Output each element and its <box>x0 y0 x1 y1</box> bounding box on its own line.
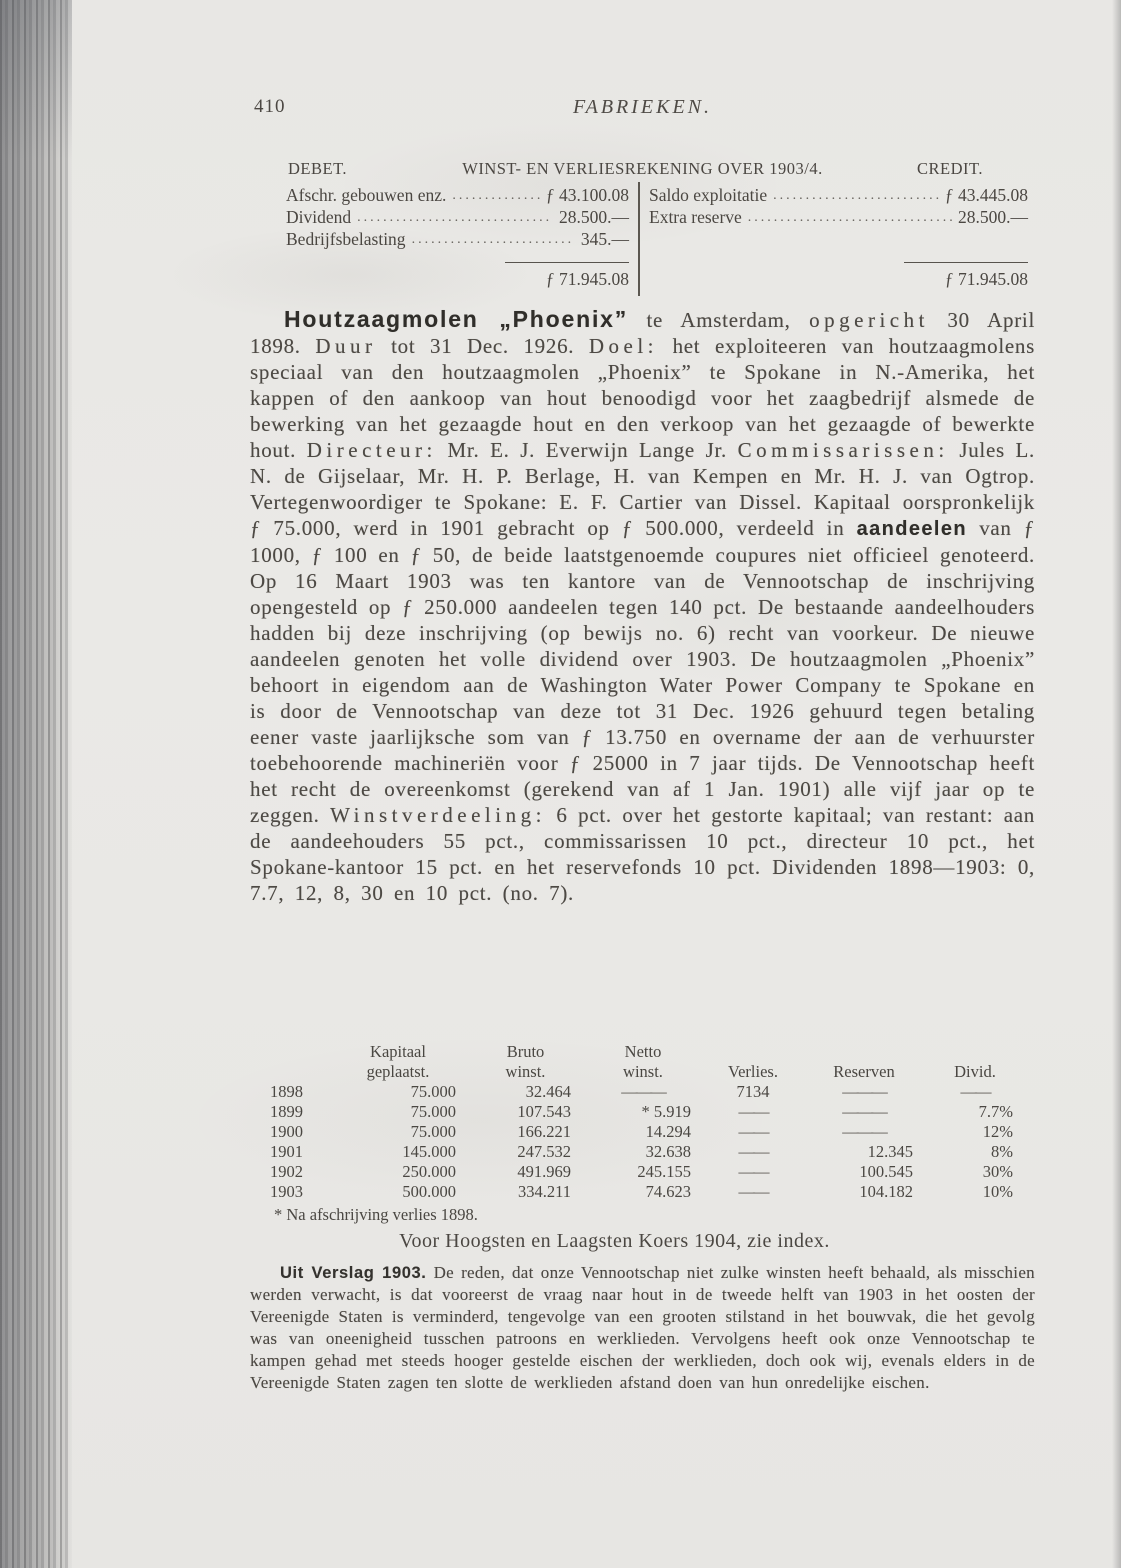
entry-label: Dividend <box>286 207 352 227</box>
header-reserven: Reserven <box>833 1062 895 1081</box>
cell-netto: 14.294 <box>645 1122 691 1141</box>
header-winst: winst. <box>623 1062 663 1081</box>
profile-text: Jules L. N. de Gijselaar, Mr. H. P. Berlage, H. van Kempen en Mr. H. J. van Ogtrop. Vertegenwoordiger te Spokane: E. F. Cartier van Dissel. Kapitaal oorspronkelijk ƒ 75.000, werd in 1901 gebracht op ƒ 500.000, verdeeld in <box>250 438 1035 540</box>
entry-amount: 28.500.— <box>958 207 1028 227</box>
header-bruto: Bruto <box>506 1042 545 1061</box>
cell-divid: —— <box>960 1082 990 1101</box>
header-divid: Divid. <box>954 1062 996 1081</box>
cell-reserven: 12.345 <box>867 1142 913 1161</box>
verslag-lead: Uit Verslag 1903. <box>280 1264 427 1282</box>
dot-leader <box>412 228 575 253</box>
profile-text: het exploiteeren van houtzaagmolens speciaal van den houtzaagmolen „Phoenix” te Spokane in N.-Amerika, het kappen of den aankoop van hout benoodigd voor het zaagbedrijf alsmede de bewerking van het gezaagde hout en den verkoop van het gezaagde of bewerkte hout. <box>250 334 1036 462</box>
cell-netto: 74.623 <box>645 1182 691 1201</box>
account-title: WINST- EN VERLIESREKENING OVER 1903/4. <box>462 159 823 178</box>
cell-kapitaal: 145.000 <box>402 1142 456 1161</box>
entry-label: Bedrijfsbelasting <box>286 229 406 249</box>
cell-verlies: 7134 <box>736 1082 770 1101</box>
debit-total: ƒ 71.945.08 <box>545 269 629 289</box>
page-number: 410 <box>254 96 286 117</box>
cell-divid: 10% <box>982 1182 1013 1201</box>
account-columns <box>250 184 1035 290</box>
cell-reserven: 104.182 <box>859 1182 913 1201</box>
cell-reserven: 100.545 <box>859 1162 913 1181</box>
cell-year: 1900 <box>270 1122 303 1141</box>
cell-divid: 12% <box>982 1122 1013 1141</box>
account-header <box>250 158 1035 182</box>
cell-bruto: 32.464 <box>525 1082 571 1101</box>
cell-kapitaal: 250.000 <box>402 1162 456 1181</box>
winstverdeeling-spaced: Winstverdeeling: <box>330 803 546 827</box>
cell-netto: 245.155 <box>637 1162 691 1181</box>
cell-bruto: 247.532 <box>517 1142 571 1161</box>
header-cell <box>268 1042 328 1062</box>
directeur-spaced: Directeur: <box>306 438 437 462</box>
total-rule <box>505 262 629 263</box>
profile-text: tot 31 Dec. 1926. <box>376 334 589 358</box>
credit-entry <box>649 206 1028 228</box>
cell-year: 1898 <box>270 1082 303 1101</box>
credit-label: CREDIT. <box>917 159 983 178</box>
page-edge-shadow <box>1112 0 1121 1568</box>
table-footnote: * Na afschrijving verlies 1898. <box>274 1205 478 1224</box>
cell-bruto: 491.969 <box>517 1162 571 1181</box>
header-geplaatst: geplaatst. <box>366 1062 430 1081</box>
commissarissen-spaced: Commissarissen: <box>737 438 949 462</box>
header-cell <box>268 1062 328 1082</box>
company-name: Houtzaagmolen „Phoenix” <box>284 306 629 332</box>
header-winst: winst. <box>505 1062 546 1081</box>
aandeelen-bold: aandeelen <box>856 518 968 540</box>
debet-label: DEBET. <box>288 159 348 178</box>
spacer <box>649 228 1028 250</box>
total-rule <box>904 262 1028 263</box>
entry-label: Extra reserve <box>649 207 742 227</box>
results-grid <box>268 1042 1025 1202</box>
header-netto: Netto <box>624 1042 662 1061</box>
credit-column <box>639 184 1035 290</box>
cell-kapitaal: 75.000 <box>410 1082 456 1101</box>
header-cell <box>803 1042 925 1062</box>
cell-bruto: 107.543 <box>517 1102 571 1121</box>
cell-verlies: —— <box>738 1162 768 1181</box>
credit-entry <box>649 184 1028 206</box>
header-cell <box>703 1042 803 1062</box>
cell-bruto: 166.221 <box>517 1122 571 1141</box>
cell-kapitaal: 75.000 <box>410 1122 456 1141</box>
profile-text: van ƒ 1000, ƒ 100 en ƒ 50, de beide laatstgenoemde coupures niet officieel genoteerd. Op 16 Maart 1903 was ten kantore van de Vennootschap de inschrijving opengesteld op ƒ 250.000 aandeelen tegen 140 pct. De bestaande aandeelhouders hadden bij deze inschrijving (op bewijs no. 6) recht van voorkeur. De nieuwe aandeelen genoten het volle dividend over 1903. De houtzaagmolen „Phoenix” behoort in eigendom aan de Washington Water Power Company te Spokane en is door de Vennootschap van deze tot 31 Dec. 1926 gehuurd tegen betaling eener vaste jaarlijksche som van ƒ 13.750 en overname der aan de verhuurster toebehoorende machineriën voor ƒ 25000 in 7 jaar tijds. De Vennootschap heeft het recht de overeenkomst (gerekend van af 1 Jan. 1901) alle vijf jaar op te zeggen. <box>250 516 1035 827</box>
entry-amount: ƒ 43.100.08 <box>545 185 629 205</box>
company-profile-paragraph <box>250 306 1035 906</box>
entry-amount: ƒ 43.445.08 <box>944 185 1028 205</box>
financial-results-table <box>268 1042 1025 1226</box>
cell-reserven: ——— <box>842 1122 886 1141</box>
header-verlies: Verlies. <box>728 1062 778 1081</box>
profile-text: Mr. E. J. Everwijn Lange Jr. <box>436 438 738 462</box>
cell-year: 1902 <box>270 1162 303 1181</box>
cell-verlies: —— <box>738 1142 768 1161</box>
cell-verlies: —— <box>738 1182 768 1201</box>
header-cell <box>925 1042 1025 1062</box>
running-header: FABRIEKEN. <box>572 96 713 118</box>
debit-column <box>250 184 639 290</box>
entry-amount: 28.500.— <box>559 207 629 227</box>
cell-verlies: —— <box>738 1102 768 1121</box>
duur-spaced: Duur <box>315 334 377 358</box>
opgericht-spaced: opgericht <box>809 308 929 332</box>
annual-report-extract <box>250 1262 1035 1394</box>
entry-amount: 345.— <box>580 229 629 249</box>
cell-year: 1899 <box>270 1102 303 1121</box>
profile-text: te Amsterdam, <box>628 308 810 332</box>
cell-kapitaal: 500.000 <box>402 1182 456 1201</box>
cell-reserven: ——— <box>842 1102 886 1121</box>
verslag-text: De reden, dat onze Vennootschap niet zulke winsten heeft behaald, als misschien werden verwacht, is dat vooreerst de vraag naar hout in de tweede helft van 1903 in het oosten der Vereenigde Staten is verminderd, tengevolge van een grooten stilstand in het bouwvak, die het gevolg was van oneenigheid tusschen patroons en werklieden. Vervolgens heeft ook onze Vennootschap te kampen gehad met steeds hooger gestelde eischen der werklieden, doch ook wij, evenals elders in de Vereenigde Staten zagen ten slotte de werklieden afstand doen van hun onredelijke eischen. <box>250 1263 1035 1392</box>
book-binding-shadow <box>0 0 72 1568</box>
cell-year: 1901 <box>270 1142 303 1161</box>
profit-loss-account <box>250 158 1035 290</box>
page-header-row <box>250 96 1035 122</box>
cell-bruto: 334.211 <box>517 1182 571 1201</box>
debit-entry <box>286 184 629 206</box>
header-kapitaal: Kapitaal <box>370 1042 426 1061</box>
profile-text: 30 April 1898. <box>250 308 1035 358</box>
debit-entry <box>286 228 629 250</box>
koers-index-note: Voor Hoogsten en Laagsten Koers 1904, zie index. <box>399 1230 830 1252</box>
entry-label: Afschr. gebouwen enz. <box>286 185 447 205</box>
debit-entry <box>286 206 629 228</box>
profile-text: 6 pct. over het gestorte kapitaal; van restant: aan de aandeehouders 55 pct., commissarissen 10 pct., directeur 10 pct., het Spokane-kantoor 15 pct. en het reservefonds 10 pct. Dividenden 1898—1903: 0, 7.7, 12, 8, 30 en 10 pct. (no. 7). <box>250 803 1036 905</box>
cell-kapitaal: 75.000 <box>410 1102 456 1121</box>
cell-divid: 8% <box>991 1142 1013 1161</box>
credit-total: ƒ 71.945.08 <box>944 269 1028 289</box>
cell-divid: 30% <box>982 1162 1013 1181</box>
cell-netto: 32.638 <box>645 1142 691 1161</box>
cell-verlies: —— <box>738 1122 768 1141</box>
cell-netto: * 5.919 <box>641 1102 691 1121</box>
entry-label: Saldo exploitatie <box>649 185 768 205</box>
cell-reserven: ——— <box>842 1082 886 1101</box>
cell-netto: ——— <box>621 1082 665 1101</box>
doel-spaced: Doel: <box>588 334 658 358</box>
cell-divid: 7.7% <box>978 1102 1013 1121</box>
cell-year: 1903 <box>270 1182 303 1201</box>
